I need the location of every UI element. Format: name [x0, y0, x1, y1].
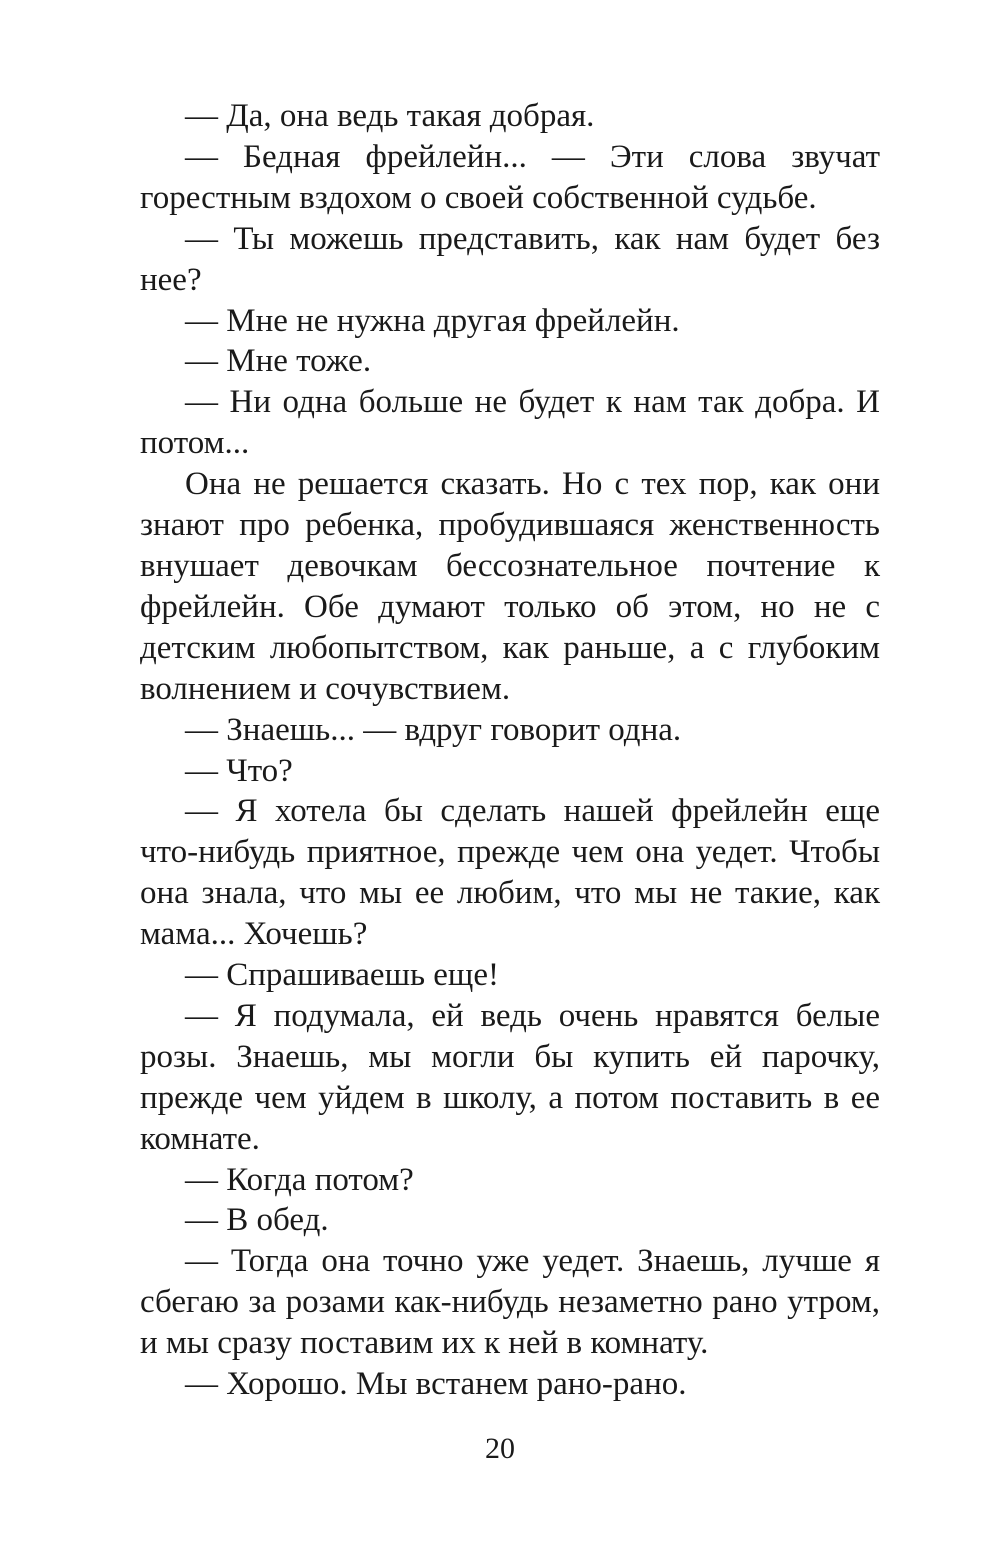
paragraph: — В обед. — [185, 1202, 329, 1239]
paragraph: — Да, она ведь такая добрая. — [185, 98, 595, 134]
paragraph: — Ни одна больше не будет к нам так добра. И потом... — [140, 384, 880, 462]
paragraph: — Ты можешь представить, как нам будет без нее? — [140, 220, 880, 298]
paragraph: — Когда потом? — [185, 1161, 414, 1198]
paragraph: — Бедная фрейлейн... — Эти слова звучат горестным вздохом о своей собственной судьбе. — [140, 138, 880, 216]
page-body — [140, 96, 880, 1405]
paragraph: — Хорошо. Мы встанем рано-рано. — [185, 1366, 687, 1403]
paragraph: — Что? — [185, 752, 293, 789]
paragraph: — Я хотела бы сделать нашей фрейлейн еще что-нибудь приятное, прежде чем она уедет. Чтобы она знала, что мы ее любим, что мы не такие, как мама... Хочешь? — [140, 793, 880, 953]
paragraph: — Тогда она точно уже уедет. Знаешь, лучше я сбегаю за розами как-нибудь незаметно рано утром, и мы сразу поставим их к ней в комнату. — [140, 1243, 880, 1362]
paragraph: Она не решается сказать. Но с тех пор, как они знают про ребенка, пробудившаяся женственность внушает девочкам бессознательное почтение к фрейлейн. Обе думают только об этом, но не с детским любопытством, как раньше, а с глубоким волнением и сочувствием. — [140, 466, 880, 707]
paragraph: — Мне тоже. — [185, 343, 372, 380]
page-number: 20 — [485, 1432, 515, 1465]
paragraph: — Спрашиваешь еще! — [185, 957, 499, 994]
paragraph: — Мне не нужна другая фрейлейн. — [185, 302, 680, 339]
paragraph: — Знаешь... — вдруг говорит одна. — [185, 711, 682, 748]
paragraph: — Я подумала, ей ведь очень нравятся белые розы. Знаешь, мы могли бы купить ей парочку, прежде чем уйдем в школу, а потом поставить в ее комнате. — [140, 997, 880, 1157]
